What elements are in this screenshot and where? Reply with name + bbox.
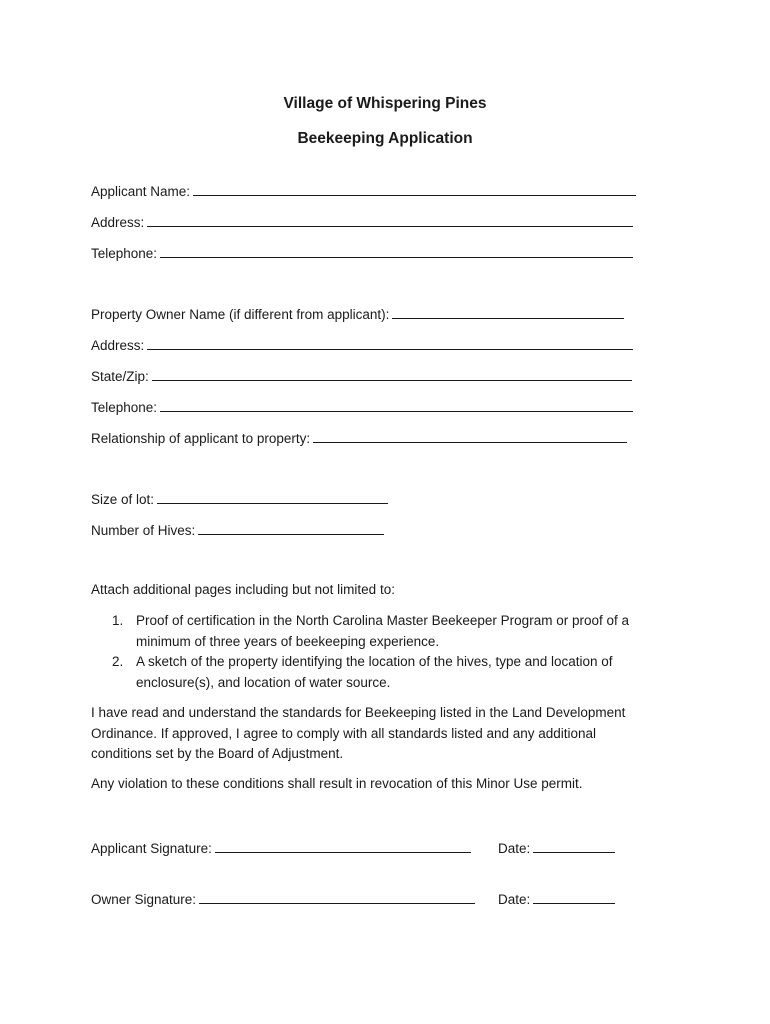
lot-size-line[interactable]	[157, 489, 388, 504]
owner-date-label: Date:	[498, 892, 531, 907]
applicant-signature-line[interactable]	[215, 838, 471, 853]
agreement-statement: I have read and understand the standards for Beekeeping listed in the Land Development Ordinance. If approved, I agree to comply with all standards listed and any additional conditions set by the Board of Adjustment.	[91, 705, 626, 761]
owner-state-zip-line[interactable]	[152, 366, 632, 381]
owner-date-field[interactable]	[498, 887, 615, 907]
owner-address-field[interactable]	[91, 333, 633, 353]
applicant-address-line[interactable]	[147, 212, 633, 227]
owner-state-zip-label: State/Zip:	[91, 369, 149, 384]
hive-count-line[interactable]	[198, 520, 384, 535]
owner-name-field[interactable]	[91, 302, 624, 322]
owner-name-line[interactable]	[392, 304, 624, 319]
applicant-telephone-field[interactable]	[91, 241, 633, 261]
applicant-name-field[interactable]	[91, 179, 636, 199]
relationship-field[interactable]	[91, 426, 627, 446]
document-title: Village of Whispering Pines	[283, 95, 487, 112]
document-subtitle: Beekeeping Application	[297, 130, 473, 147]
relationship-line[interactable]	[313, 428, 627, 443]
applicant-address-label: Address:	[91, 215, 145, 230]
owner-state-zip-field[interactable]	[91, 364, 632, 384]
attachment-item-text: Proof of certification in the North Carolina Master Beekeeper Program or proof of a minimum of three years of beekeeping experience.	[136, 613, 629, 649]
relationship-label: Relationship of applicant to property:	[91, 431, 311, 446]
owner-telephone-line[interactable]	[160, 397, 633, 412]
applicant-signature-field[interactable]	[91, 836, 471, 856]
owner-signature-line[interactable]	[199, 889, 475, 904]
owner-signature-label: Owner Signature:	[91, 892, 197, 907]
applicant-date-label: Date:	[498, 841, 531, 856]
applicant-address-field[interactable]	[91, 210, 633, 230]
violation-statement: Any violation to these conditions shall result in revocation of this Minor Use permit.	[91, 776, 583, 791]
attachments-list	[112, 611, 652, 693]
attachments-intro: Attach additional pages including but not limited to:	[91, 582, 395, 597]
owner-signature-field[interactable]	[91, 887, 475, 907]
applicant-telephone-line[interactable]	[160, 243, 633, 258]
applicant-signature-label: Applicant Signature:	[91, 841, 212, 856]
attachment-item-text: A sketch of the property identifying the location of the hives, type and location of enclosure(s), and location of water source.	[136, 654, 613, 690]
hive-count-label: Number of Hives:	[91, 523, 196, 538]
applicant-telephone-label: Telephone:	[91, 246, 158, 261]
owner-telephone-label: Telephone:	[91, 400, 158, 415]
owner-name-label: Property Owner Name (if different from applicant):	[91, 307, 390, 322]
attachment-item-number: 2.	[112, 654, 124, 669]
owner-address-line[interactable]	[147, 335, 633, 350]
applicant-date-line[interactable]	[533, 838, 615, 853]
hive-count-field[interactable]	[91, 518, 384, 538]
owner-date-line[interactable]	[533, 889, 615, 904]
lot-size-field[interactable]	[91, 487, 388, 507]
applicant-date-field[interactable]	[498, 836, 615, 856]
attachment-item	[112, 611, 652, 652]
lot-size-label: Size of lot:	[91, 492, 155, 507]
owner-telephone-field[interactable]	[91, 395, 633, 415]
owner-address-label: Address:	[91, 338, 145, 353]
applicant-name-label: Applicant Name:	[91, 184, 191, 199]
attachment-item-number: 1.	[112, 613, 124, 628]
attachment-item	[112, 652, 652, 693]
applicant-name-line[interactable]	[193, 181, 636, 196]
